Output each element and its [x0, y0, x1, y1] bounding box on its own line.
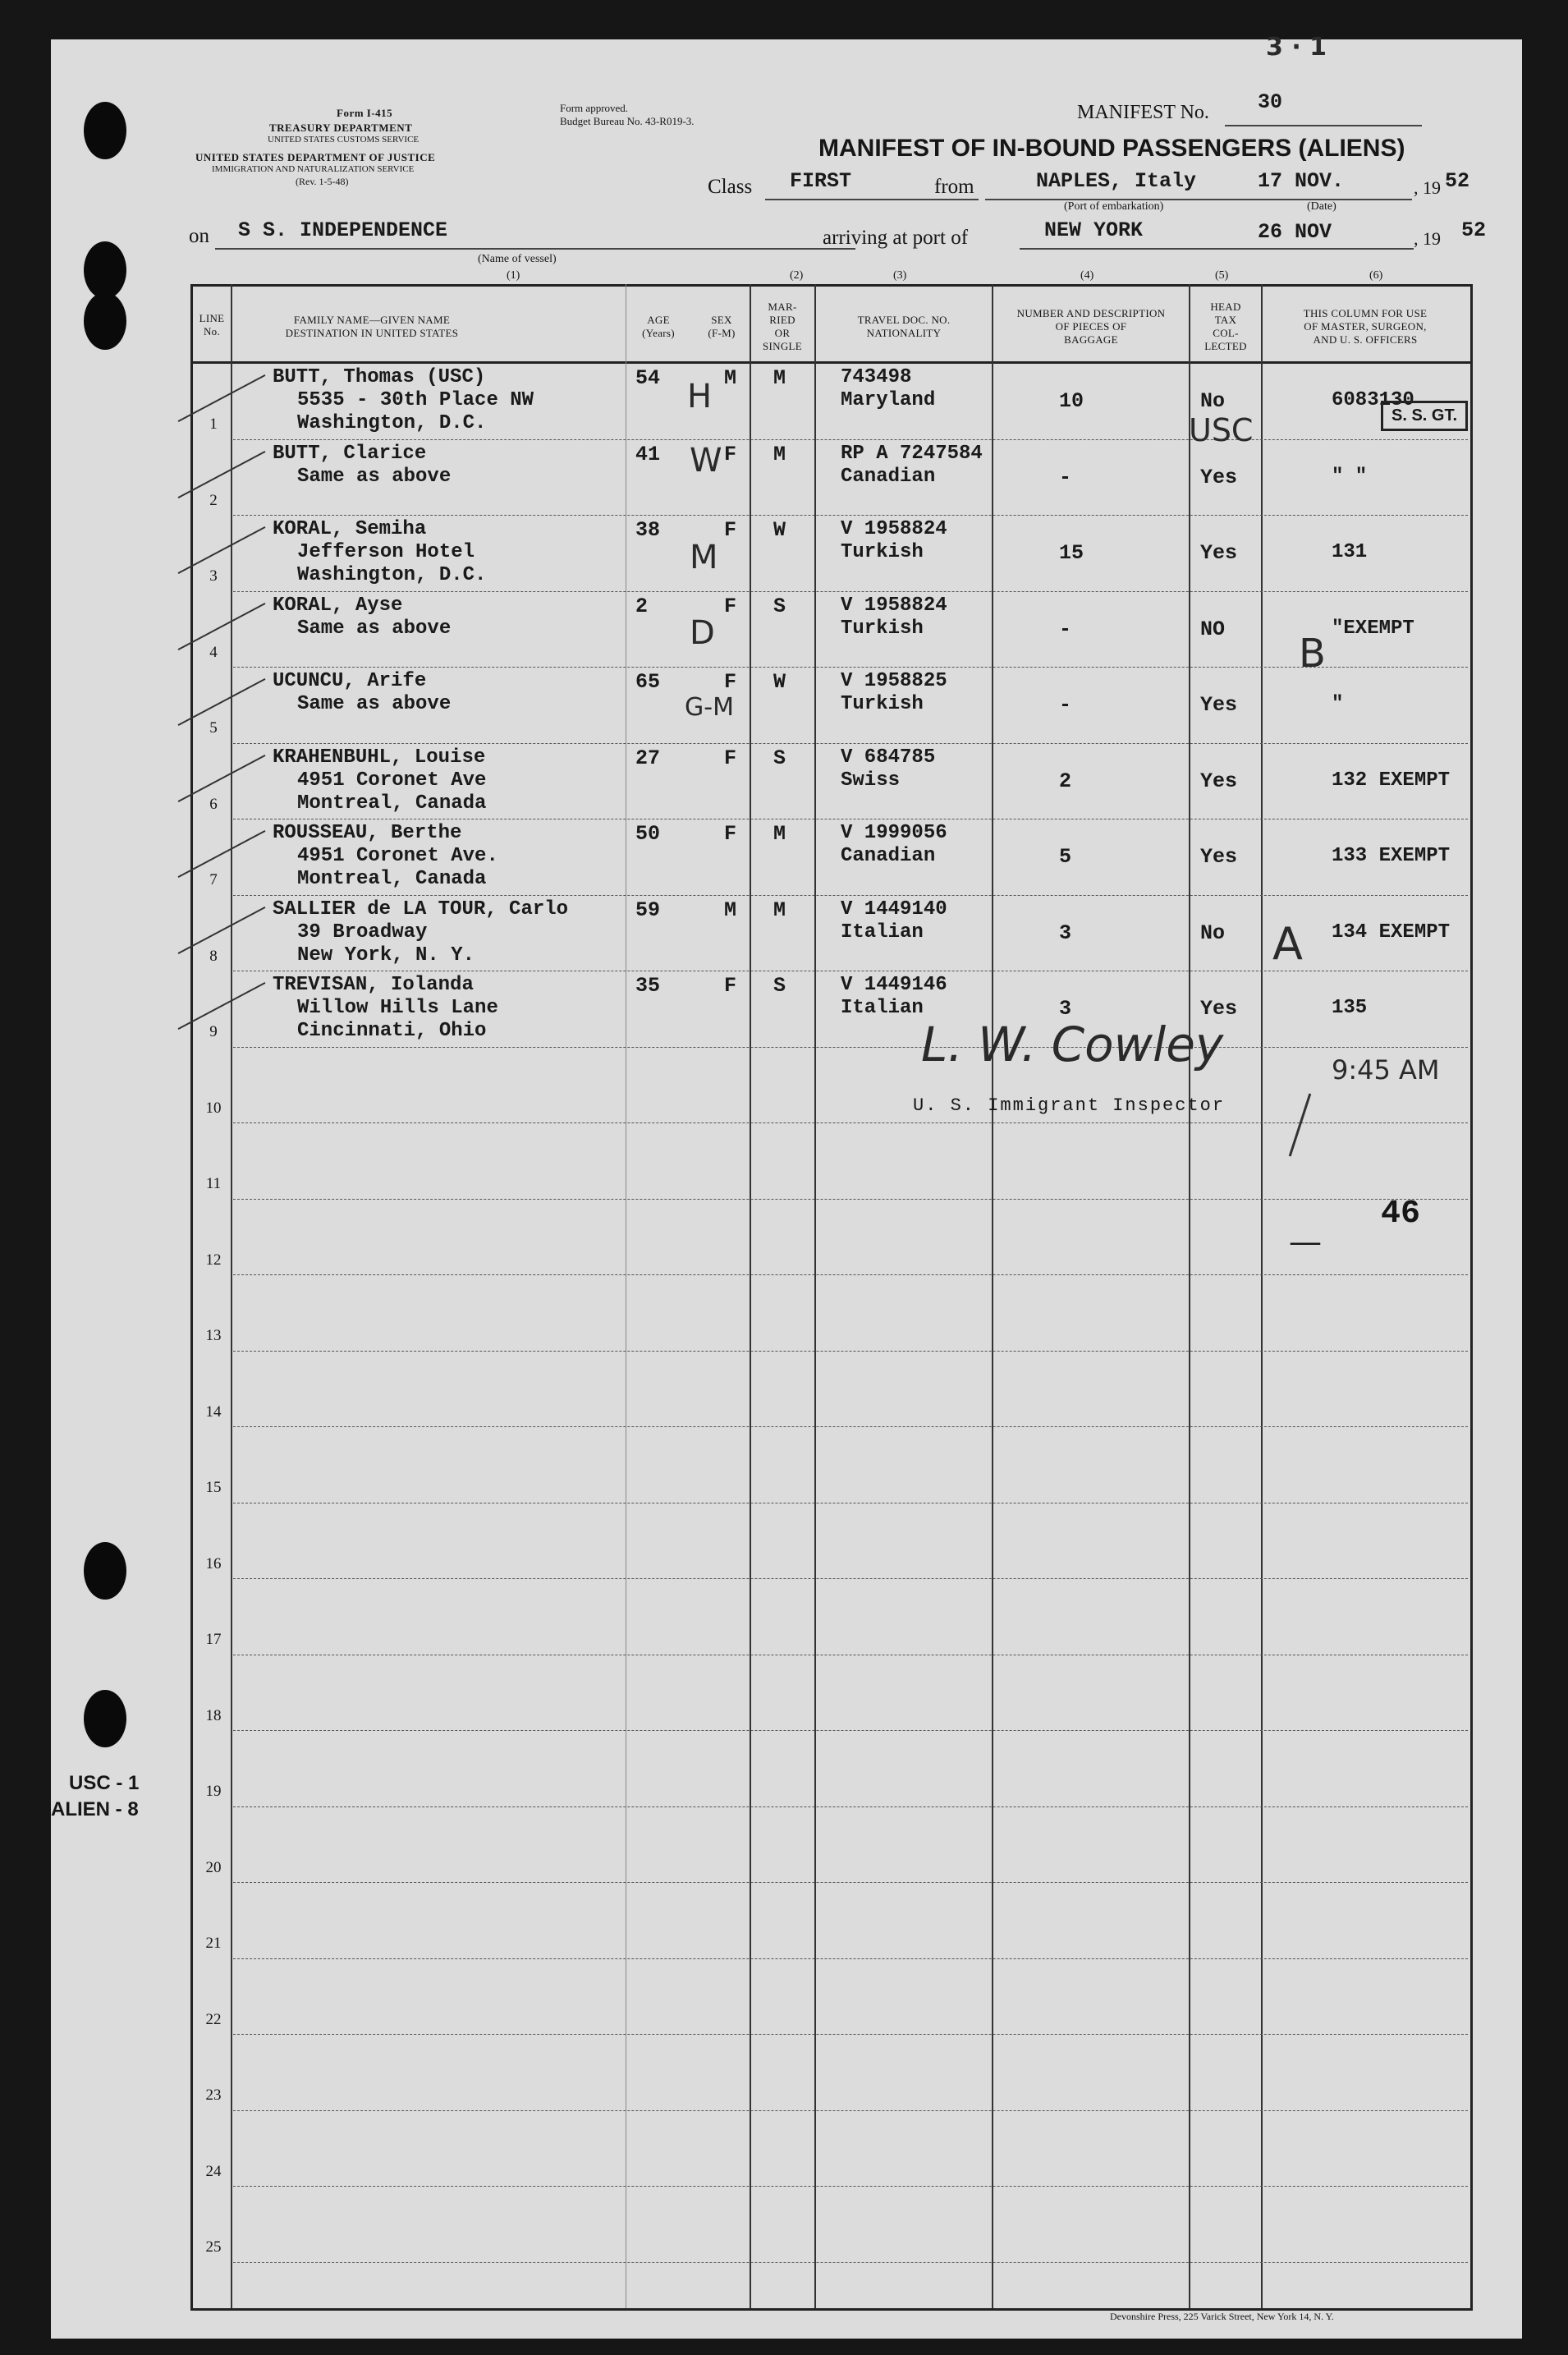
baggage-count: - — [1059, 465, 1072, 489]
line-number: 9 — [209, 1023, 218, 1040]
passenger-married: M — [773, 442, 786, 466]
passenger-age: 54 — [635, 366, 661, 390]
passenger-married: S — [773, 974, 786, 998]
baggage-count: - — [1059, 693, 1072, 717]
row-separator — [233, 591, 1468, 592]
binder-hole — [84, 1690, 126, 1747]
arrival-date: 26 NOV — [1258, 220, 1332, 244]
line-number: 22 — [205, 2010, 222, 2028]
row-separator — [233, 743, 1468, 744]
travel-doc: V 1449140 — [841, 897, 947, 920]
passenger-name: BUTT, Clarice — [273, 442, 427, 465]
binder-hole — [84, 292, 126, 350]
passenger-age: 35 — [635, 974, 661, 998]
head-tax: Yes — [1200, 769, 1238, 793]
baggage-count: 10 — [1059, 389, 1084, 413]
hand-mark: A — [1272, 918, 1303, 970]
on-label: on — [189, 225, 209, 247]
vessel-line — [215, 248, 855, 250]
passenger-age: 50 — [635, 822, 661, 846]
passenger-age: 65 — [635, 670, 661, 694]
officer-note: 6083130 — [1332, 389, 1414, 411]
colhead-age: AGE (Years) — [642, 314, 675, 339]
nationality: Maryland — [841, 389, 936, 411]
passenger-name: KORAL, Ayse — [273, 594, 403, 617]
head-tax: NO — [1200, 617, 1226, 641]
date-caption: (Date) — [1307, 200, 1336, 213]
line-number: 6 — [209, 795, 218, 813]
colhead-headtax: HEAD TAX COL- LECTED — [1204, 301, 1247, 352]
passenger-married: S — [773, 594, 786, 618]
travel-doc: V 1449146 — [841, 974, 947, 996]
travel-doc: V 684785 — [841, 746, 936, 769]
year-prefix-2: , 19 — [1414, 228, 1441, 249]
hand-mark: B — [1299, 631, 1326, 677]
row-separator — [233, 2262, 1468, 2263]
dept-treasury: TREASURY DEPARTMENT — [269, 122, 413, 134]
alien-count: ALIEN - 8 — [51, 1798, 139, 1820]
manifest-no-line — [1225, 125, 1422, 126]
officer-note: " " — [1332, 465, 1368, 488]
col-number-1: (1) — [507, 269, 520, 282]
year-prefix-1: , 19 — [1414, 177, 1441, 198]
colhead-travel: TRAVEL DOC. NO. NATIONALITY — [857, 314, 951, 339]
line-number: 10 — [205, 1099, 222, 1117]
passenger-address-2: Washington, D.C. — [297, 564, 487, 586]
manifest-table — [190, 284, 1473, 2311]
row-separator — [233, 1274, 1468, 1275]
colhead-baggage: NUMBER AND DESCRIPTION OF PIECES OF BAGGAGE — [1016, 307, 1166, 346]
budget-bureau: Budget Bureau No. 43-R019-3. — [560, 115, 695, 127]
passenger-address-2: Washington, D.C. — [297, 412, 487, 434]
form-rev: (Rev. 1-5-48) — [296, 176, 349, 187]
passenger-sex: F — [724, 442, 737, 466]
class-line — [765, 199, 979, 200]
row-separator — [233, 895, 1468, 896]
baggage-count: 5 — [1059, 845, 1072, 869]
binder-hole — [84, 102, 126, 159]
total-dash: __ — [1291, 1214, 1320, 1247]
passenger-age: 41 — [635, 442, 661, 466]
col-divider — [750, 284, 751, 2308]
port-embarkation-caption: (Port of embarkation) — [1064, 200, 1164, 213]
passenger-age: 38 — [635, 518, 661, 542]
passenger-age: 27 — [635, 746, 661, 770]
from-label: from — [934, 176, 974, 198]
form-number: Form I-415 — [337, 107, 393, 119]
inspector-caption: U. S. Immigrant Inspector — [913, 1095, 1226, 1116]
row-separator — [233, 1578, 1468, 1579]
officer-note: 135 — [1332, 997, 1368, 1019]
passenger-name: TREVISAN, Iolanda — [273, 974, 474, 996]
nationality: Turkish — [841, 693, 924, 715]
baggage-count: 15 — [1059, 541, 1084, 565]
vessel-caption: (Name of vessel) — [478, 253, 557, 265]
hand-mark: D — [690, 614, 715, 652]
passenger-name: UCUNCU, Arife — [273, 670, 427, 692]
passenger-name: KRAHENBUHL, Louise — [273, 746, 486, 769]
nationality: Canadian — [841, 845, 936, 867]
row-separator — [233, 1426, 1468, 1427]
nationality: Turkish — [841, 617, 924, 640]
arrival-port: NEW YORK — [1044, 218, 1144, 242]
ss-stamp — [1381, 401, 1468, 431]
passenger-sex: F — [724, 974, 737, 998]
dept-ins: IMMIGRATION AND NATURALIZATION SERVICE — [212, 164, 415, 174]
inspector-signature: L. W. Cowley — [921, 1017, 1224, 1072]
passenger-address-2: Montreal, Canada — [297, 792, 487, 815]
colhead-officers: THIS COLUMN FOR USE OF MASTER, SURGEON, AND U. S. OFFICERS — [1303, 307, 1428, 346]
passenger-address: Same as above — [297, 617, 452, 640]
baggage-count: - — [1059, 617, 1072, 641]
head-tax: Yes — [1200, 997, 1238, 1021]
dept-justice: UNITED STATES DEPARTMENT OF JUSTICE — [195, 151, 436, 163]
travel-doc: V 1958824 — [841, 518, 947, 540]
form-approved: Form approved. — [560, 102, 629, 114]
line-number: 16 — [205, 1554, 222, 1572]
passenger-name: KORAL, Semiha — [273, 518, 427, 540]
line-number: 18 — [205, 1706, 222, 1724]
travel-doc: 743498 — [841, 366, 912, 388]
line-number: 11 — [205, 1175, 222, 1192]
passenger-address: 39 Broadway — [297, 920, 428, 943]
line-number: 12 — [205, 1251, 222, 1269]
baggage-count: 3 — [1059, 997, 1072, 1021]
row-separator — [233, 667, 1468, 668]
class-value: FIRST — [790, 169, 852, 193]
row-separator — [233, 1047, 1468, 1048]
baggage-count: 2 — [1059, 769, 1072, 793]
officer-note: " — [1332, 693, 1344, 715]
dept-customs: UNITED STATES CUSTOMS SERVICE — [268, 135, 420, 145]
col-number-3: (3) — [893, 269, 907, 282]
passenger-address-2: Montreal, Canada — [297, 868, 487, 890]
line-number: 21 — [205, 1935, 222, 1952]
passenger-address: Jefferson Hotel — [297, 541, 475, 563]
line-number: 7 — [209, 871, 218, 888]
passenger-address-2: New York, N. Y. — [297, 943, 475, 966]
vessel-name: S S. INDEPENDENCE — [238, 218, 448, 242]
passenger-name: BUTT, Thomas (USC) — [273, 366, 486, 388]
total-count: 46 — [1381, 1196, 1421, 1233]
line-number: 13 — [205, 1327, 222, 1344]
nationality: Italian — [841, 997, 924, 1019]
passenger-married: M — [773, 366, 786, 390]
line-number: 14 — [205, 1402, 222, 1421]
passenger-sex: M — [724, 366, 737, 390]
passenger-address: 4951 Coronet Ave — [297, 769, 487, 792]
from-value: NAPLES, Italy — [1036, 169, 1197, 193]
binder-hole — [84, 241, 126, 299]
officer-note: "EXEMPT — [1332, 617, 1414, 640]
hand-mark: USC — [1189, 412, 1254, 448]
nationality: Swiss — [841, 769, 901, 792]
row-separator — [233, 515, 1468, 516]
colhead-sex: SEX (F-M) — [708, 314, 736, 339]
passenger-married: M — [773, 897, 786, 922]
passenger-married: S — [773, 746, 786, 770]
head-tax: No — [1200, 920, 1226, 945]
passenger-age: 59 — [635, 897, 661, 922]
officer-note: 132 EXEMPT — [1332, 769, 1451, 792]
passenger-age: 2 — [635, 594, 649, 618]
passenger-address: Willow Hills Lane — [297, 997, 498, 1019]
head-tax: No — [1200, 389, 1226, 413]
passenger-name: SALLIER de LA TOUR, Carlo — [273, 897, 569, 920]
year-1: 52 — [1445, 169, 1470, 193]
col-divider — [992, 284, 993, 2308]
manifest-number: 30 — [1258, 90, 1283, 114]
line-number: 15 — [205, 1479, 222, 1496]
usc-count: USC - 1 — [69, 1772, 140, 1794]
col-divider — [231, 284, 232, 2308]
arriving-label: arriving at port of — [823, 227, 969, 249]
line-number: 8 — [209, 947, 218, 965]
passenger-sex: F — [724, 518, 737, 542]
line-number: 23 — [205, 2086, 222, 2104]
line-number: 20 — [205, 1858, 222, 1876]
officer-note: 133 EXEMPT — [1332, 845, 1451, 867]
hand-mark: G-M — [685, 693, 734, 722]
passenger-sex: F — [724, 822, 737, 846]
passenger-address: Same as above — [297, 465, 452, 488]
col-divider — [814, 284, 816, 2308]
passenger-sex: F — [724, 670, 737, 694]
passenger-married: M — [773, 822, 786, 846]
from-line — [985, 199, 1412, 200]
row-separator — [233, 1199, 1468, 1200]
passenger-address: 5535 - 30th Place NW — [297, 389, 534, 411]
signature-time: 9:45 AM — [1332, 1054, 1440, 1086]
nationality: Turkish — [841, 541, 924, 563]
colhead-line: LINE No. — [199, 312, 225, 337]
row-separator — [233, 439, 1468, 440]
manifest-label: MANIFEST No. — [1077, 102, 1209, 123]
line-number: 17 — [205, 1631, 222, 1648]
line-number: 4 — [209, 643, 218, 661]
row-separator — [233, 1958, 1468, 1959]
printer-imprint: Devonshire Press, 225 Varick Street, New York 14, N. Y. — [1110, 2311, 1334, 2322]
nationality: Italian — [841, 920, 924, 943]
col-divider — [1261, 284, 1263, 2308]
arrival-line — [1020, 248, 1414, 250]
row-separator — [233, 1882, 1468, 1883]
line-number: 1 — [209, 415, 218, 433]
passenger-address: 4951 Coronet Ave. — [297, 845, 498, 867]
row-separator — [233, 2186, 1468, 2187]
top-scribble: 3 · 1 — [1266, 33, 1327, 62]
row-separator — [233, 2034, 1468, 2035]
col-number-4: (4) — [1080, 269, 1094, 282]
row-separator — [233, 1351, 1468, 1352]
hand-mark: M — [690, 539, 718, 576]
head-tax: Yes — [1200, 845, 1238, 869]
head-tax: Yes — [1200, 541, 1238, 565]
header-divider — [190, 361, 1470, 364]
manifest-title: MANIFEST OF IN-BOUND PASSENGERS (ALIENS) — [818, 135, 1405, 162]
line-number: 3 — [209, 567, 218, 585]
head-tax: Yes — [1200, 465, 1238, 489]
col-number-5: (5) — [1215, 269, 1229, 282]
passenger-sex: F — [724, 594, 737, 618]
class-label: Class — [708, 176, 753, 198]
line-number: 24 — [205, 2162, 222, 2180]
passenger-name: ROUSSEAU, Berthe — [273, 822, 462, 844]
travel-doc: V 1958824 — [841, 594, 947, 617]
travel-doc: RP A 7247584 — [841, 442, 983, 465]
ss-stamp-text: S. S. GT. — [1391, 406, 1458, 425]
binder-hole — [84, 1542, 126, 1600]
hand-mark: W — [690, 442, 722, 480]
date-value: 17 NOV. — [1258, 169, 1345, 193]
hand-mark: H — [687, 378, 713, 415]
line-number: 2 — [209, 491, 218, 509]
col-number-6: (6) — [1369, 269, 1383, 282]
colhead-married: MAR- RIED OR SINGLE — [762, 301, 803, 352]
travel-doc: V 1999056 — [841, 822, 947, 844]
passenger-address-2: Cincinnati, Ohio — [297, 1020, 487, 1042]
line-number: 19 — [205, 1783, 222, 1800]
passenger-address: Same as above — [297, 693, 452, 715]
baggage-count: 3 — [1059, 920, 1072, 945]
row-separator — [233, 2110, 1468, 2111]
col-number-2: (2) — [790, 269, 804, 282]
passenger-married: W — [773, 518, 786, 542]
year-2: 52 — [1461, 218, 1487, 242]
row-separator — [233, 1730, 1468, 1731]
passenger-married: W — [773, 670, 786, 694]
colhead-name: FAMILY NAME—GIVEN NAME DESTINATION IN UNITED STATES — [285, 314, 459, 339]
line-number: 5 — [209, 719, 218, 737]
row-separator — [233, 1122, 1468, 1123]
passenger-sex: F — [724, 746, 737, 770]
line-number: 25 — [205, 2238, 222, 2256]
travel-doc: V 1958825 — [841, 670, 947, 692]
officer-note: 134 EXEMPT — [1332, 920, 1451, 943]
manifest-page — [51, 33, 1522, 2339]
passenger-sex: M — [724, 897, 737, 922]
officer-note: 131 — [1332, 541, 1368, 563]
head-tax: Yes — [1200, 693, 1238, 717]
row-separator — [233, 1806, 1468, 1807]
col-divider — [1189, 284, 1190, 2308]
nationality: Canadian — [841, 465, 936, 488]
